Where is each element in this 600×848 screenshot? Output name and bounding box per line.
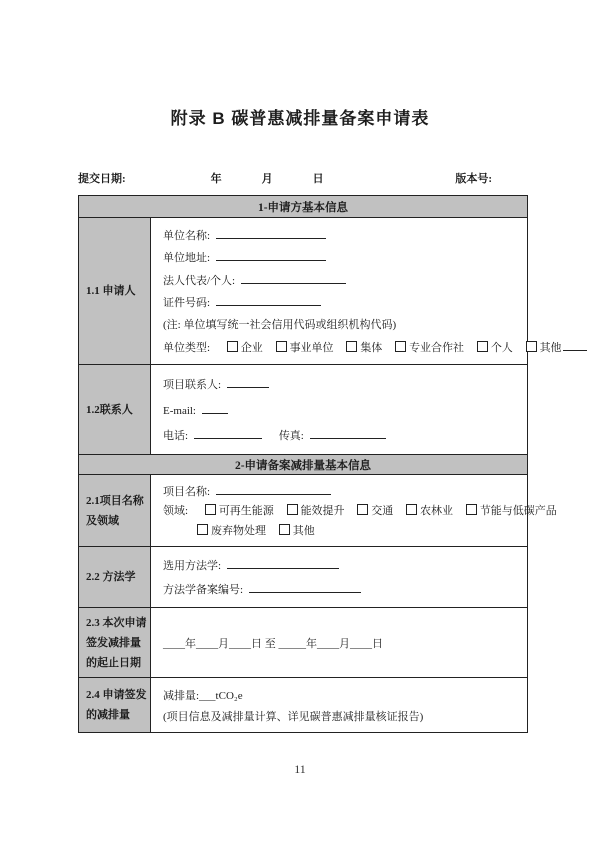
methodology-line [163,557,519,573]
option-label: 企业 [240,341,263,354]
cert-number-label: 证件号码: [163,297,211,310]
checkbox-icon [227,341,238,352]
row-crediting-period-content [151,608,527,677]
field-option [357,505,393,517]
unit-type-label: 单位类型: [163,341,211,354]
checkbox-icon [406,504,417,515]
document-title: 附录 B 碳普惠减排量备案申请表 [170,109,430,128]
field-option [197,525,266,537]
year-label: 年 [210,173,222,185]
row-project-field [79,475,557,547]
submit-date-label: 提交日期: [78,173,126,185]
field-option [287,505,345,517]
credit-code-note: (注: 单位填写统一社会信用代码或组织机构代码) [163,319,397,332]
application-form-table [78,195,562,733]
row-label-text: 及领域 [86,514,119,527]
row-label-text: 2.3 本次申请 [86,616,147,629]
section1-header: 1-申请方基本信息 [79,196,527,218]
row-project-field-label [79,475,151,546]
field-option [406,505,453,517]
contact-person-label: 项目联系人: [163,379,222,391]
option-label: 个人 [490,341,513,354]
row-contact-label [79,365,151,454]
option-label: 农林业 [420,505,454,518]
row-applicant-label [79,218,151,364]
row-reduction-amount-content [151,678,527,732]
checkbox-icon [279,524,290,535]
unit-type-option [276,342,334,354]
unit-type-line [163,339,597,355]
row-label-text: 1.2联系人 [86,403,133,416]
checkbox-icon [466,504,477,515]
field-options-line2 [197,522,567,538]
cert-number-blank [216,294,321,306]
month-label: 月 [261,173,273,185]
project-name-label: 项目名称: [163,485,211,498]
verification-report-note: (项目信息及减排量计算、详见碳普惠减排量核证报告) [163,710,424,723]
submit-date-group [78,170,324,186]
option-label: 交通 [371,505,394,518]
field-options-line1 [163,502,567,518]
unit-name-blank [216,227,326,239]
phone-fax-line [163,427,519,443]
checkbox-icon [395,341,406,352]
row-label-text: 1.1 申请人 [86,285,136,297]
field-option [279,525,315,537]
reduction-amount-line: 减排量:___tCO₂e [163,689,243,702]
email-blank [202,402,228,414]
unit-type-option [526,342,587,354]
contact-person-blank [227,376,269,388]
legal-rep-label: 法人代表/个人: [163,274,236,287]
project-name-blank [216,483,331,495]
fax-label: 传真: [278,430,304,442]
unit-name-label: 单位名称: [163,230,211,243]
record-no-label: 方法学备案编号: [163,584,244,596]
cert-number-line [163,294,597,310]
version-label: 版本号: [455,173,492,185]
row-label-text: 签发减排量 [86,636,141,649]
unit-name-line [163,227,597,243]
checkbox-icon [276,341,287,352]
section2-header: 2-申请备案减排量基本信息 [79,455,527,475]
email-label: E-mail: [163,405,196,417]
field-option [466,505,557,517]
field-option [205,505,274,517]
row-label-text: 的起止日期 [86,656,141,669]
date-range-line: ____年____月____日 至 _____年____月____日 [163,637,383,650]
checkbox-icon [205,504,216,515]
option-label: 事业单位 [289,341,334,354]
row-methodology-label [79,547,151,607]
unit-address-label: 单位地址: [163,252,211,265]
row-methodology [79,547,527,608]
row-crediting-period [79,608,527,678]
unit-type-option [395,342,464,354]
field-label: 领域: [163,505,189,518]
email-line [163,402,519,417]
option-label: 其他 [539,341,562,354]
other-type-blank [563,339,587,351]
checkbox-icon [197,524,208,535]
row-crediting-period-label [79,608,151,677]
unit-type-option [477,342,513,354]
row-contact-content [151,365,527,454]
option-label: 专业合作社 [409,341,465,354]
page-number: 11 [294,762,306,776]
methodology-blank [227,557,339,569]
unit-address-blank [216,249,326,261]
option-label: 废弃物处理 [211,525,266,538]
row-methodology-content [151,547,527,607]
row-reduction-amount [79,678,527,732]
option-label: 集体 [360,341,383,354]
row-label-text: 的减排量 [86,709,130,721]
unit-type-option [346,342,382,354]
row-applicant-content [151,218,600,364]
option-label: 其他 [292,525,315,538]
row-label-text: 2.4 申请签发 [86,689,147,701]
project-name-line [163,483,567,499]
checkbox-icon [477,341,488,352]
record-no-blank [249,581,361,593]
methodology-label: 选用方法学: [163,560,222,572]
phone-blank [194,427,262,439]
day-label: 日 [312,173,324,185]
row-label-text: 2.1项目名称 [86,494,144,507]
checkbox-icon [357,504,368,515]
row-contact [79,365,527,455]
fax-blank [310,427,386,439]
unit-type-option [227,342,263,354]
meta-row [78,170,528,186]
phone-label: 电话: [163,430,189,442]
contact-person-line [163,376,519,392]
row-label-text: 2.2 方法学 [86,571,136,583]
option-label: 节能与低碳产品 [479,505,557,518]
row-project-field-content [151,475,575,546]
checkbox-icon [526,341,537,352]
option-label: 能效提升 [300,505,345,518]
unit-address-line [163,249,597,265]
checkbox-icon [346,341,357,352]
row-applicant [79,218,562,365]
legal-rep-blank [241,272,346,284]
checkbox-icon [287,504,298,515]
row-reduction-amount-label [79,678,151,732]
legal-rep-line [163,272,597,288]
option-label: 可再生能源 [218,505,274,518]
record-no-line [163,581,519,597]
